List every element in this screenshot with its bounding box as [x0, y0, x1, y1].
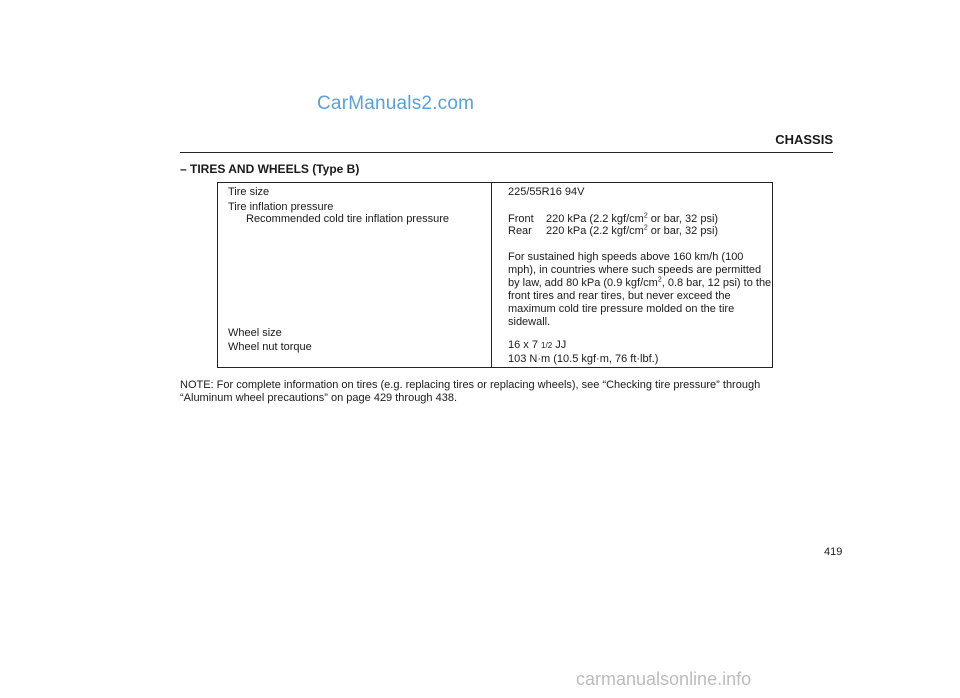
inflation-label: Tire inflation pressure	[228, 201, 334, 213]
tire-size-value: 225/55R16 94V	[508, 186, 585, 198]
wheel-size-label: Wheel size	[228, 327, 282, 339]
front-value: 220 kPa (2.2 kgf/$cm^2$ or bar, 32 psi)	[546, 212, 719, 225]
page-header	[180, 130, 833, 153]
section-title: – TIRES AND WHEELS (Type B)	[180, 162, 360, 176]
high-speed-line-1: For sustained high speeds above 160 km/h (100	[508, 251, 744, 263]
high-speed-line-3: by law, add 80 kPa (0.9 kgf/$cm^2$, 0.8 bar, 12 psi) to the	[508, 276, 772, 289]
torque-label: Wheel nut torque	[228, 341, 312, 353]
high-speed-line-6: sidewall.	[508, 316, 551, 328]
page-number: 419	[824, 546, 843, 558]
high-speed-line-5: maximum cold tire pressure molded on the tire	[508, 303, 735, 315]
wheel-size-value: 16 x 7 1/2 JJ	[508, 339, 567, 351]
rear-label: Rear	[508, 225, 532, 237]
note-line-1: NOTE: For complete information on tires (e.g. replacing tires or replacing wheels), see “Checking tire pressure” through	[180, 379, 761, 391]
header-title: CHASSIS	[775, 132, 833, 147]
high-speed-line-2: mph), in countries where such speeds are permitted	[508, 264, 762, 276]
tire-size-label: Tire size	[228, 186, 270, 198]
column-divider	[491, 183, 492, 367]
recommended-label: Recommended cold tire inflation pressure	[246, 213, 449, 225]
note-line-2: “Aluminum wheel precautions” on page 429 through 438.	[180, 392, 458, 404]
watermark: carmanualsonline.info	[576, 669, 752, 689]
high-speed-line-4: front tires and rear tires, but never exceed the	[508, 290, 731, 302]
rear-value: 220 kPa (2.2 kgf/$cm^2$ or bar, 32 psi)	[546, 224, 719, 237]
front-label: Front	[508, 213, 534, 225]
carmanuals-logo: CarManuals2.com	[317, 93, 475, 114]
spec-table	[217, 182, 773, 368]
torque-value: 103 N·m (10.5 kgf·m, 76 ft·lbf.)	[508, 353, 659, 365]
note-text	[180, 379, 800, 405]
